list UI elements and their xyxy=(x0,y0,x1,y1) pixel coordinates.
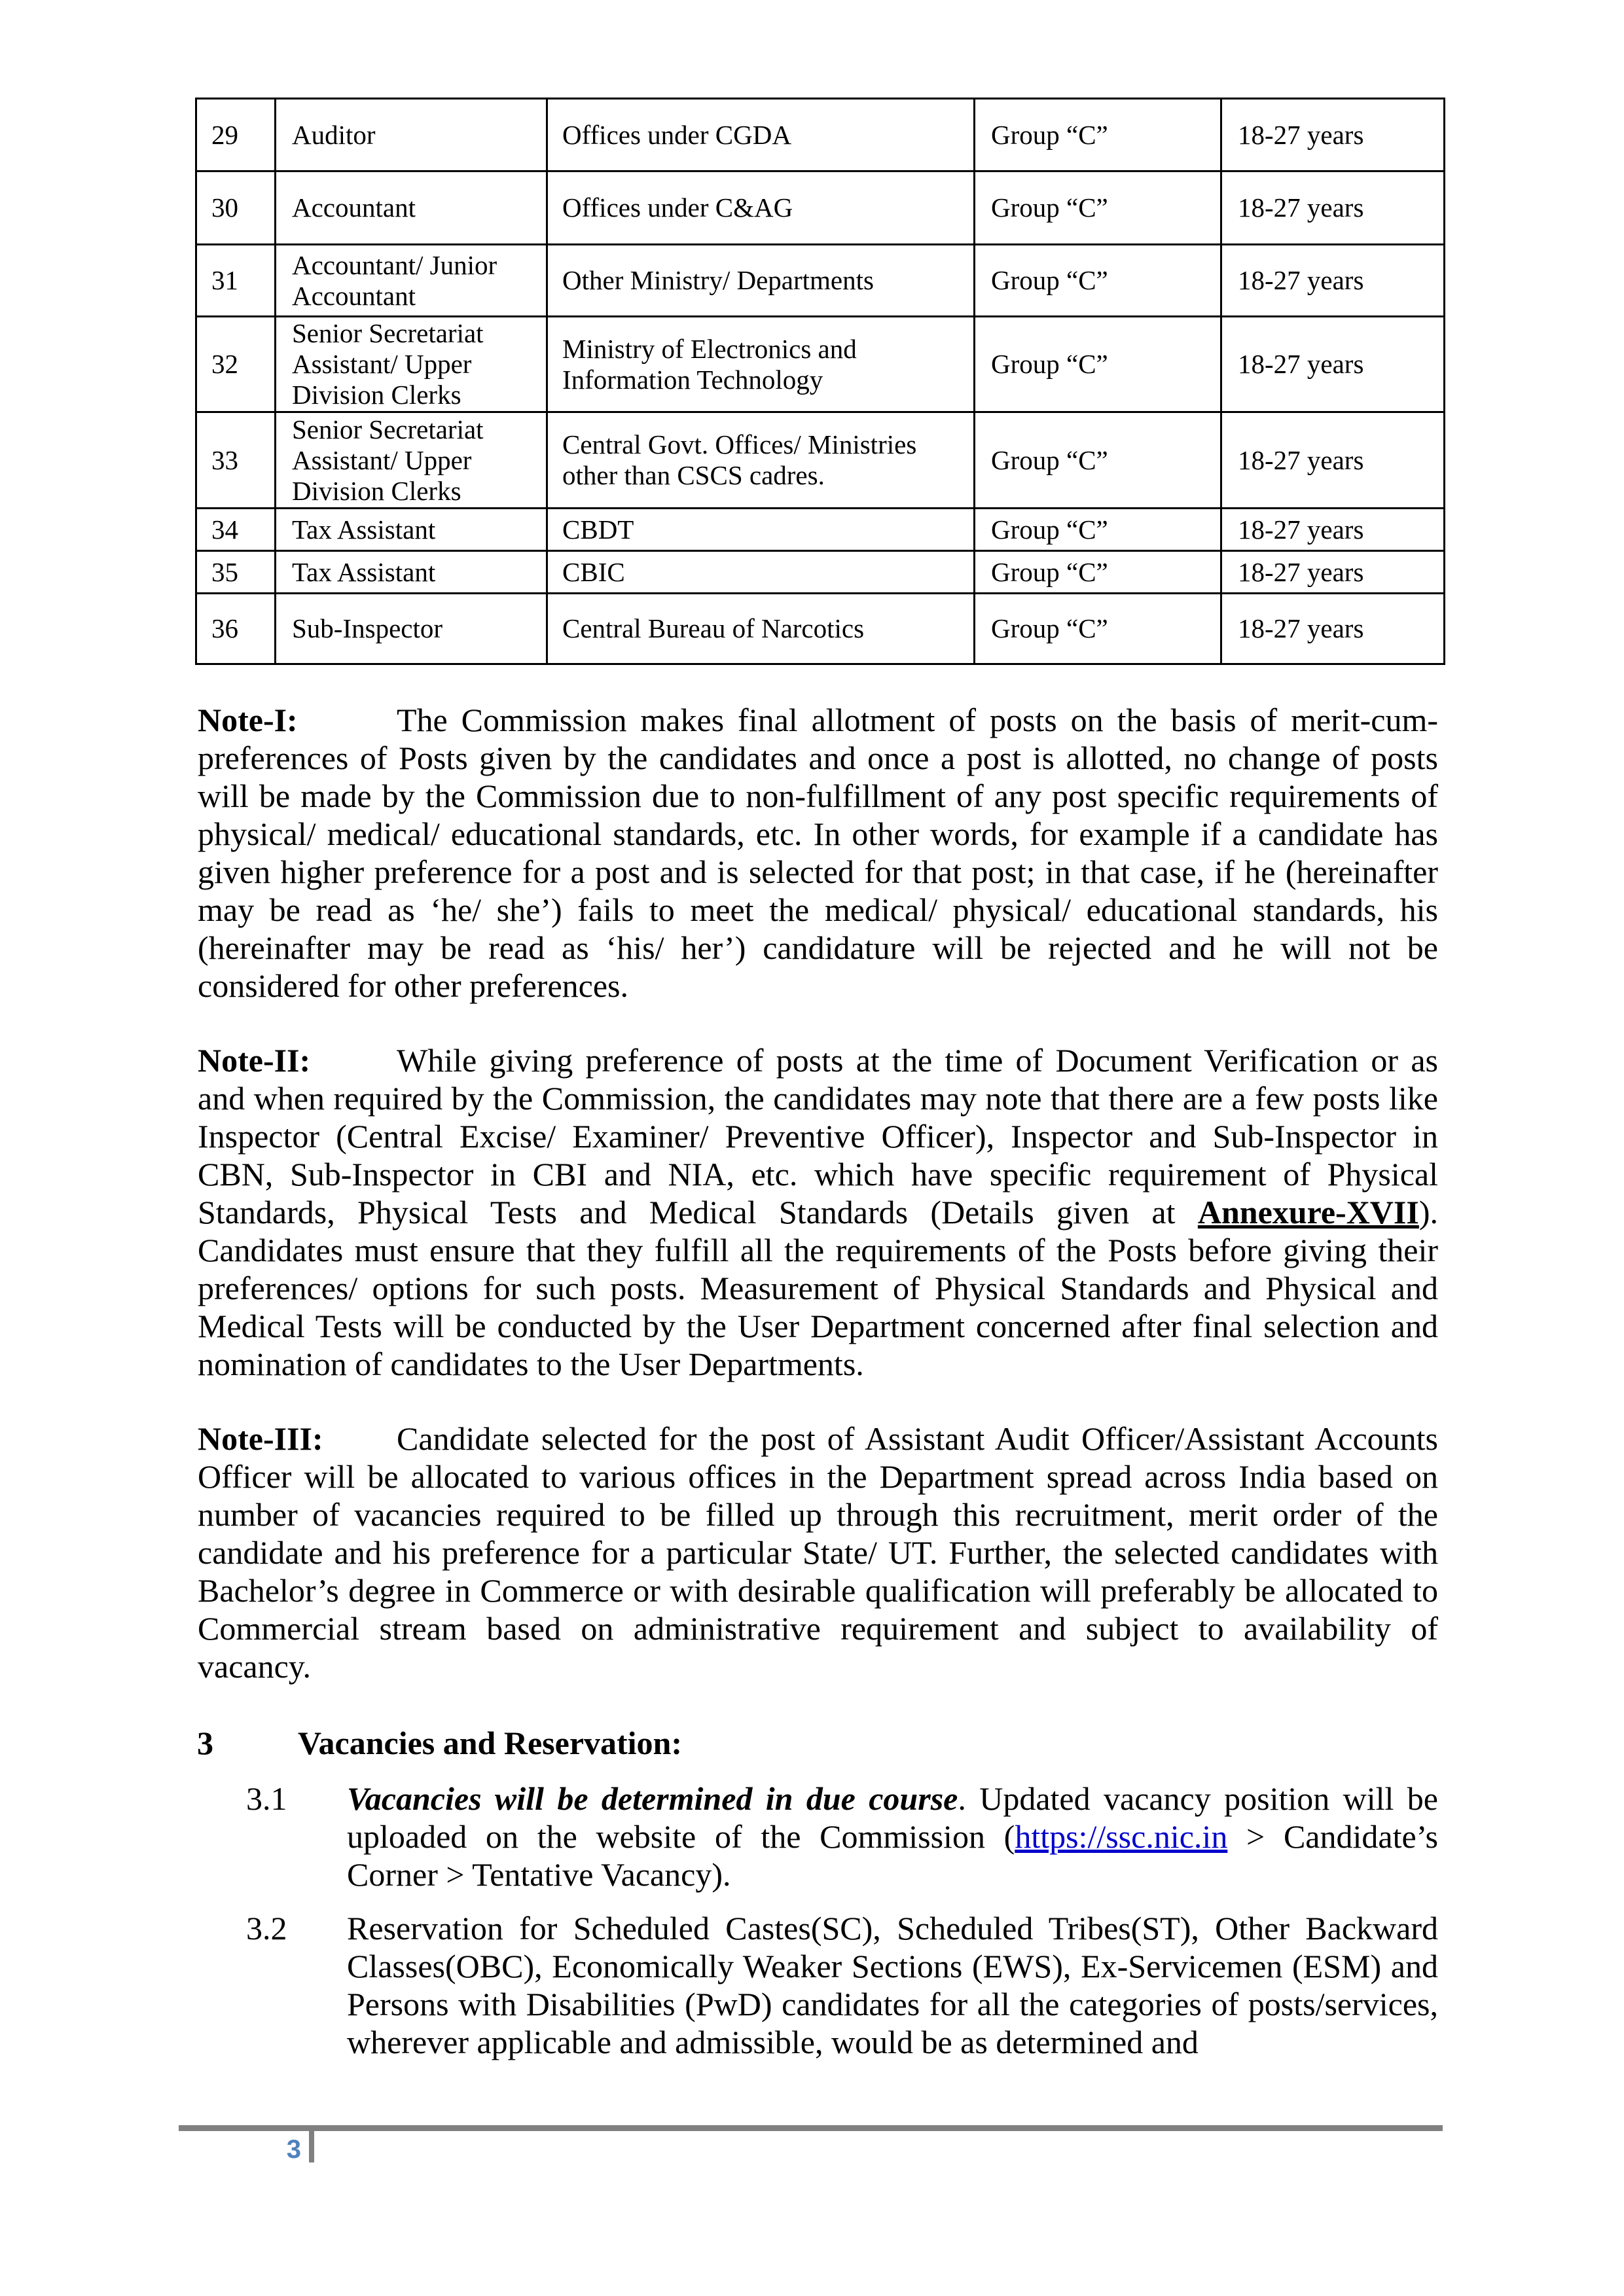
section-3-heading xyxy=(197,1724,682,1762)
ssc-website-link[interactable]: https://ssc.nic.in xyxy=(1015,1818,1228,1855)
serial-number-cell: 35 xyxy=(196,551,276,594)
note-2-text-after: ). Candidates must ensure that they fulfill all the requirements of the Posts before giving their preferences/ options for such posts. Measurement of Physical Standards and Physical and Medical Tests will be conducted by the User Department concerned after final selection and nomination of candidates to the User Departments. xyxy=(198,1194,1438,1382)
table-row xyxy=(196,317,1445,412)
section-3-1-emphasis: Vacancies will be determined in due course xyxy=(347,1780,958,1817)
table-row xyxy=(196,412,1445,509)
post-cell: Tax Assistant xyxy=(276,509,547,551)
group-cell: Group “C” xyxy=(975,594,1221,664)
posts-table xyxy=(195,98,1445,665)
page-number: 3 xyxy=(286,2135,301,2164)
post-cell: Senior Secretariat Assistant/ Upper Division Clerks xyxy=(276,317,547,412)
post-cell: Tax Assistant xyxy=(276,551,547,594)
section-3-2-body: Reservation for Scheduled Castes(SC), Scheduled Tribes(ST), Other Backward Classes(OBC), Economically Weaker Sections (EWS), Ex-Servicemen (ESM) and Persons with Disabilities (PwD) candidates for all the categories of posts/services, wherever applicable and admissible, would be as determined and xyxy=(347,1910,1438,2060)
department-cell: Offices under C&AG xyxy=(547,171,975,245)
age-limit-cell: 18-27 years xyxy=(1221,245,1445,317)
age-limit-cell: 18-27 years xyxy=(1221,509,1445,551)
serial-number-cell: 36 xyxy=(196,594,276,664)
age-limit-cell: 18-27 years xyxy=(1221,317,1445,412)
serial-number-cell: 31 xyxy=(196,245,276,317)
section-3-1-number: 3.1 xyxy=(246,1780,287,1817)
table-row xyxy=(196,171,1445,245)
age-limit-cell: 18-27 years xyxy=(1221,594,1445,664)
annexure-xvii-link[interactable]: Annexure-XVII xyxy=(1197,1194,1419,1230)
post-cell: Auditor xyxy=(276,99,547,171)
table-row xyxy=(196,594,1445,664)
note-3-text: Candidate selected for the post of Assistant Audit Officer/Assistant Accounts Officer will be allocated to various offices in the Department spread across India based on number of vacancies required to be filled up through this recruitment, merit order of the candidate and his preference for a particular State/ UT. Further, the selected candidates with Bachelor’s degree in Commerce or with desirable qualification will preferably be allocated to Commercial stream based on administrative requirement and subject to availability of vacancy. xyxy=(198,1420,1438,1685)
age-limit-cell: 18-27 years xyxy=(1221,171,1445,245)
note-1-label: Note-I: xyxy=(198,702,298,738)
note-2-label: Note-II: xyxy=(198,1042,311,1079)
note-3-label: Note-III: xyxy=(198,1420,323,1457)
section-3-1-text-b: > Candidate’s Corner > Tentative Vacancy). xyxy=(347,1818,1438,1893)
age-limit-cell: 18-27 years xyxy=(1221,99,1445,171)
age-limit-cell: 18-27 years xyxy=(1221,412,1445,509)
group-cell: Group “C” xyxy=(975,412,1221,509)
section-3-1-body xyxy=(347,1780,1438,1893)
table-row xyxy=(196,99,1445,171)
note-1-text: The Commission makes final allotment of posts on the basis of merit-cum-preferences of Posts given by the candidates and once a post is allotted, no change of posts will be made by the Commission due to non-fulfillment of any post specific requirements of physical/ medical/ educational standards, etc. In other words, for example if a candidate has given higher preference for a post and is selected for that post; in that case, if he (hereinafter may be read as ‘he/ she’) fails to meet the medical/ physical/ educational standards, his (hereinafter may be read as ‘his/ her’) candidature will be rejected and he will not be considered for other preferences. xyxy=(198,702,1438,1004)
post-cell: Senior Secretariat Assistant/ Upper Division Clerks xyxy=(276,412,547,509)
footer-divider xyxy=(309,2125,314,2162)
section-3-2 xyxy=(246,1909,1438,2061)
department-cell: Central Govt. Offices/ Ministries other than CSCS cadres. xyxy=(547,412,975,509)
post-cell: Accountant xyxy=(276,171,547,245)
department-cell: Offices under CGDA xyxy=(547,99,975,171)
serial-number-cell: 30 xyxy=(196,171,276,245)
serial-number-cell: 34 xyxy=(196,509,276,551)
serial-number-cell: 32 xyxy=(196,317,276,412)
group-cell: Group “C” xyxy=(975,509,1221,551)
department-cell: Central Bureau of Narcotics xyxy=(547,594,975,664)
age-limit-cell: 18-27 years xyxy=(1221,551,1445,594)
section-3-2-number: 3.2 xyxy=(246,1910,287,1946)
group-cell: Group “C” xyxy=(975,317,1221,412)
group-cell: Group “C” xyxy=(975,551,1221,594)
note-2-text-before: While giving preference of posts at the time of Document Verification or as and when required by the Commission, the candidates may note that there are a few posts like Inspector (Central Excise/ Examiner/ Preventive Officer), Inspector and Sub-Inspector in CBN, Sub-Inspector in CBI and NIA, etc. which have specific requirement of Physical Standards, Physical Tests and Medical Standards (Details given at xyxy=(198,1042,1438,1230)
section-3-title: Vacancies and Reservation: xyxy=(298,1725,683,1761)
note-1 xyxy=(198,701,1438,1005)
table-row xyxy=(196,245,1445,317)
section-3-number: 3 xyxy=(197,1725,213,1761)
serial-number-cell: 29 xyxy=(196,99,276,171)
department-cell: Other Ministry/ Departments xyxy=(547,245,975,317)
note-2 xyxy=(198,1041,1438,1383)
group-cell: Group “C” xyxy=(975,171,1221,245)
table-row xyxy=(196,509,1445,551)
note-3 xyxy=(198,1420,1438,1685)
section-3-1 xyxy=(246,1780,1438,1893)
section-3-1-text-a: . Updated vacancy position will be uploaded on the website of the Commission ( xyxy=(347,1780,1438,1855)
group-cell: Group “C” xyxy=(975,99,1221,171)
post-cell: Accountant/ Junior Accountant xyxy=(276,245,547,317)
department-cell: CBIC xyxy=(547,551,975,594)
serial-number-cell: 33 xyxy=(196,412,276,509)
post-cell: Sub-Inspector xyxy=(276,594,547,664)
table-row xyxy=(196,551,1445,594)
footer-rule xyxy=(179,2125,1443,2131)
department-cell: Ministry of Electronics and Information Technology xyxy=(547,317,975,412)
group-cell: Group “C” xyxy=(975,245,1221,317)
department-cell: CBDT xyxy=(547,509,975,551)
